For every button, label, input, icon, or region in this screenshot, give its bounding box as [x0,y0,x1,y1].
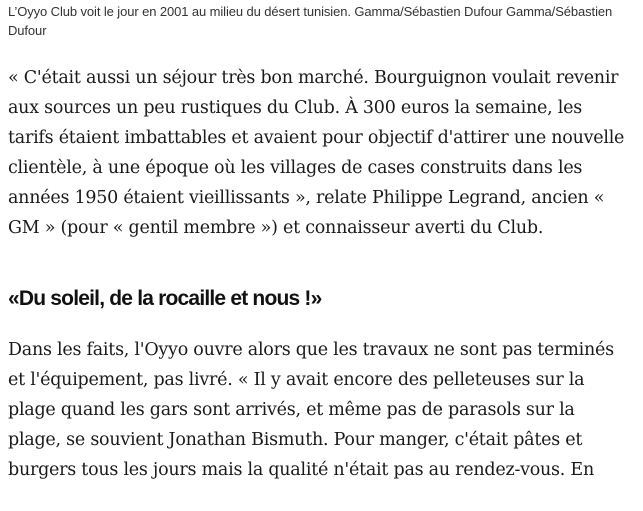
article-paragraph-1: « C'était aussi un séjour très bon marché. Bourguignon voulait revenir aux sources un peu rustiques du Club. À 300 euros la semaine, les tarifs étaient imbattables et avaient pour objectif d'attirer une nouvelle clientèle, à une époque où les villages de cases construits dans les années 1950 étaient vieillissants », relate Philippe Legrand, ancien « GM » (pour « gentil membre ») et connaisseur averti du Club. [8,68,625,238]
article-paragraph-2: Dans les faits, l'Oyyo ouvre alors que les travaux ne sont pas terminés et l'équipement, pas livré. « Il y avait encore des pelleteuses sur la plage quand les gars sont arrivés, et même pas de parasols sur la plage, se souvient Jonathan Bismuth. Pour manger, c'était pâtes et burgers tous les jours mais la qualité n'était pas au rendez-vous. En [8,340,614,480]
article-subheading: «Du soleil, de la rocaille et nous !» [8,287,322,310]
article-body [8,0,632,485]
photo-caption: L’Oyyo Club voit le jour en 2001 au milieu du désert tunisien. Gamma/Sébastien Dufour Gamma/Sébastien Dufour [8,4,613,38]
